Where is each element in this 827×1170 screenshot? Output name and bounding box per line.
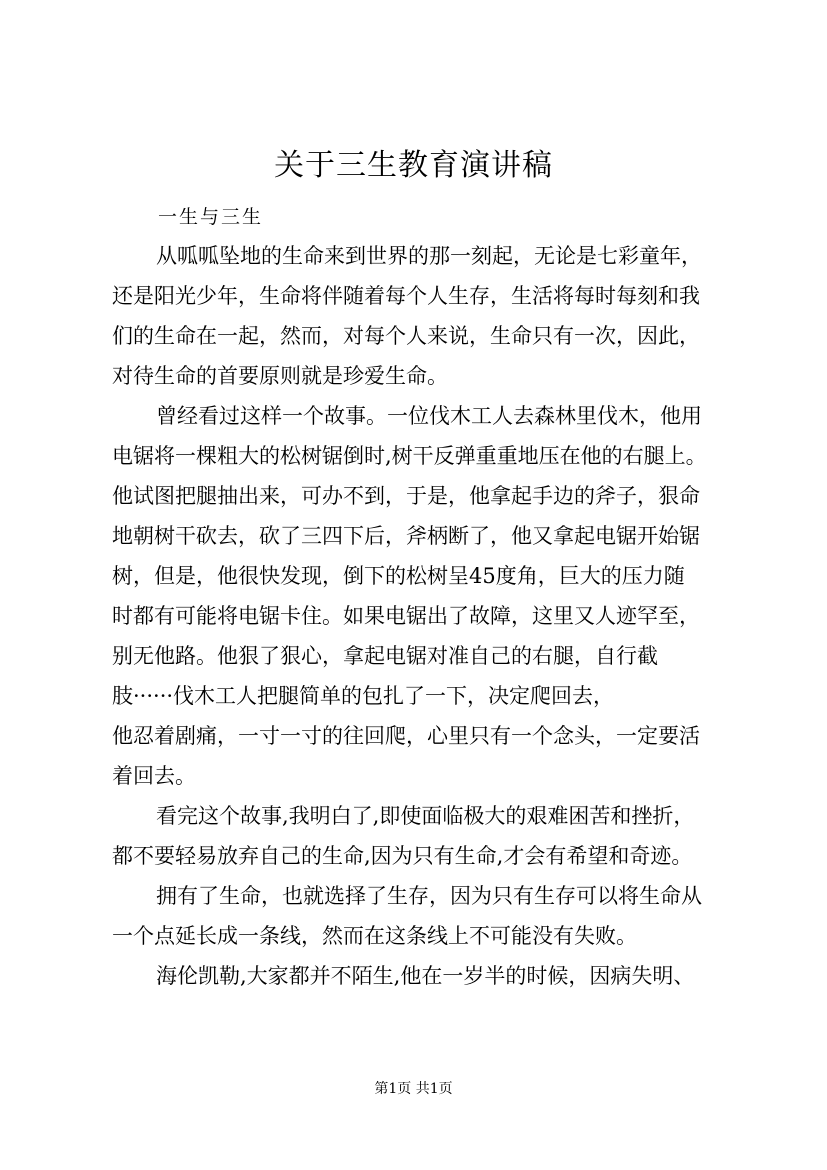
section-subheading: 一生与三生 — [158, 206, 264, 228]
paragraph-4: 拥有了生命，也就选择了生存，因为只有生存可以将生命从 一个点延长成一条线，然而在这条线上不可能没有失败。 — [112, 884, 702, 948]
document-title: 关于三生教育演讲稿 — [274, 148, 553, 183]
paragraph-5: 海伦凯勒,大家都并不陌生,他在一岁半的时候，因病失明、 — [156, 964, 695, 988]
paragraph-3: 看完这个故事,我明白了,即使面临极大的艰难困苦和挫折， 都不要轻易放弃自己的生命,因为只有生命,才会有希望和奇迹。 — [112, 804, 695, 868]
document-body — [112, 236, 724, 996]
page-footer: 第1页 共1页 — [374, 1081, 453, 1097]
paragraph-1: 从呱呱坠地的生命来到世界的那一刻起，无论是七彩童年， 还是阳光少年，生命将伴随着每个人生存，生活将每时每刻和我 们的生命在一起，然而，对每个人来说，生命只有一次，因此， 对待生命的首要原则就是珍爱生命。 — [112, 244, 702, 388]
paragraph-2: 曾经看过这样一个故事。一位伐木工人去森林里伐木，他用 电锯将一棵粗大的松树锯倒时,树干反弹重重地压在他的右腿上。 他试图把腿抽出来，可办不到，于是，他拿起手边的斧子，狠命 地朝树干砍去，砍了三四下后，斧柄断了，他又拿起电锯开始锯 树，但是，他很快发现，倒下的松树呈45度角，巨大的压力随 时都有可能将电锯卡住。如果电锯出了故障，这里又人迹罕至， 别无他路。他狠了狠心，拿起电锯对准自己的右腿，自行截 肢······伐木工人把腿简单的包扎了一下，决定爬回去， 他忍着剧痛，一寸一寸的往回爬，心里只有一个念头，一定要活 着回去。 — [112, 404, 707, 788]
